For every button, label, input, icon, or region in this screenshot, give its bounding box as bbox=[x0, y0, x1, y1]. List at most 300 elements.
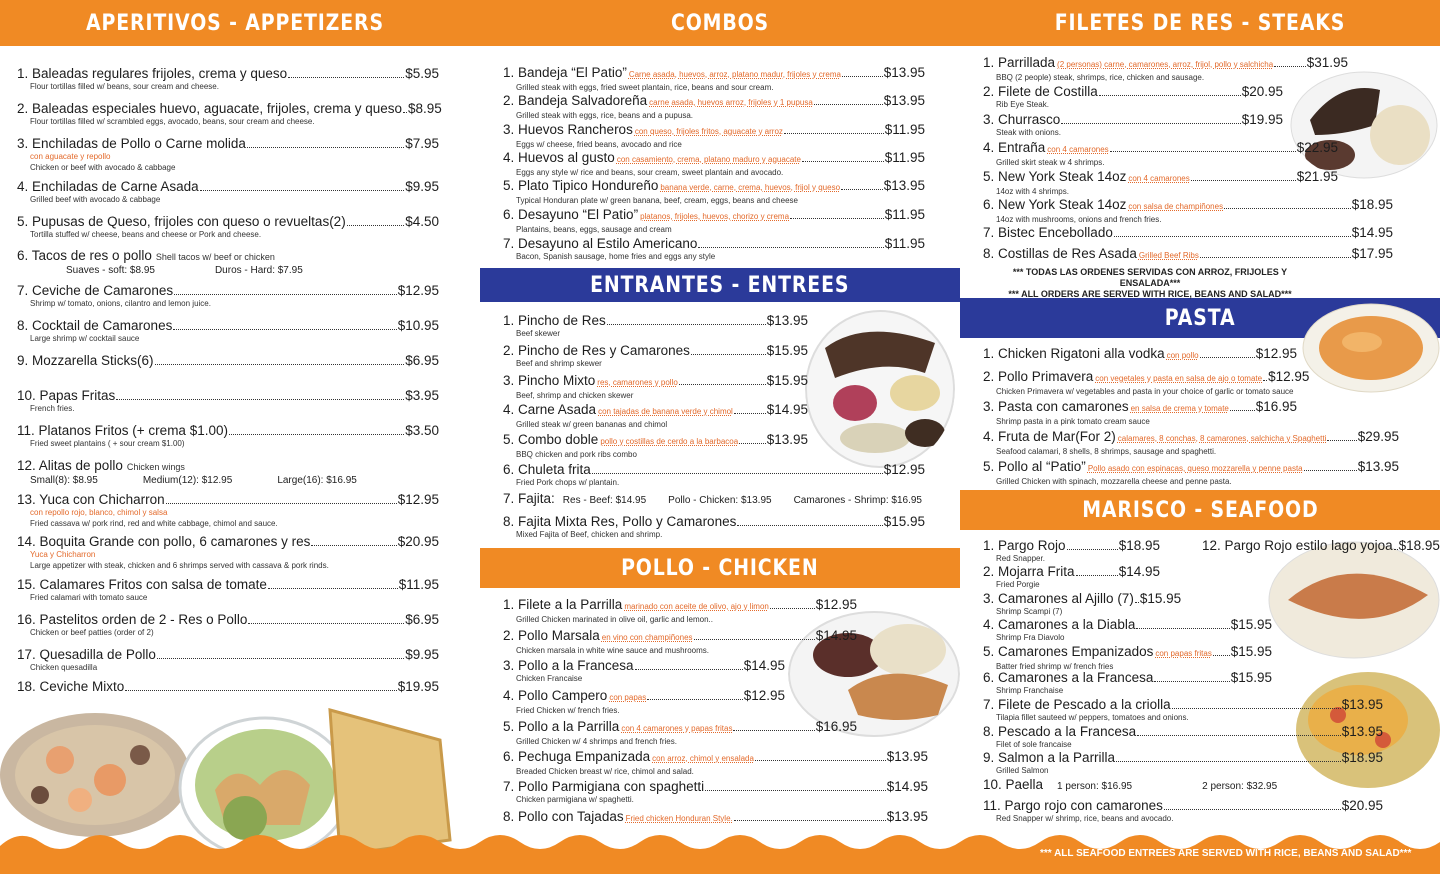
item-description: Grilled steak with eggs, fried sweet plantain, rice, beans and sour cream. bbox=[516, 83, 774, 92]
item-price: $16.95 bbox=[1255, 399, 1297, 414]
leader-dots bbox=[157, 658, 404, 659]
item-price: $13.95 bbox=[886, 749, 928, 764]
appetizers-item bbox=[17, 458, 439, 487]
appetizers-item bbox=[17, 179, 439, 205]
seafood-footer-note: *** ALL SEAFOOD ENTREES ARE SERVED WITH RICE, BEANS AND SALAD*** bbox=[1040, 848, 1412, 859]
item-description: Grilled beef with avocado & cabbage bbox=[30, 195, 161, 204]
entrees-header: ENTRANTES - ENTREES bbox=[480, 268, 960, 302]
item-name: 16. Pastelitos orden de 2 - Res o Pollo bbox=[17, 612, 248, 627]
seafood-item bbox=[983, 591, 1182, 617]
combos-header: COMBOS bbox=[670, 10, 770, 36]
item-description: Shrimp Scampi (7) bbox=[996, 607, 1063, 616]
item-description: Fried cassava w/ pork rind, red and white cabbage, chimol and sauce. bbox=[30, 519, 278, 528]
leader-dots bbox=[592, 473, 883, 474]
item-description: Shrimp w/ tomato, onions, cilantro and lemon juice. bbox=[30, 299, 211, 308]
leader-dots bbox=[679, 384, 766, 385]
leader-dots bbox=[1327, 440, 1356, 441]
item-price: $18.95 bbox=[1118, 538, 1160, 553]
item-description-es: con aguacate y repollo bbox=[30, 152, 111, 161]
item-price: $15.95 bbox=[766, 343, 808, 358]
item-description: Grilled Chicken marinated in olive oil, garlic and lemon.. bbox=[516, 615, 713, 624]
item-price: $12.95 bbox=[815, 597, 857, 612]
item-description: French fries. bbox=[30, 404, 75, 413]
item-description-es: con repollo rojo, blanco, chimol y salsa bbox=[30, 508, 168, 517]
item-name: 3. Churrasco bbox=[983, 112, 1061, 127]
item-spanish-note: con 4 camarones bbox=[1047, 145, 1109, 154]
item-description: Steak with onions. bbox=[996, 128, 1061, 137]
item-price: $11.95 bbox=[884, 150, 925, 165]
size-price: Duros - Hard: $7.95 bbox=[214, 265, 303, 276]
item-spanish-note: con casamiento, crema, platano maduro y aguacate bbox=[616, 155, 801, 164]
item-description: Chicken Primavera w/ vegetables and pasta in your choice of garlic or tomato sauce bbox=[996, 387, 1294, 396]
leader-dots bbox=[125, 690, 396, 691]
item-name: 1. Pargo Rojo bbox=[983, 538, 1066, 553]
item-name: 7. Desayuno al Estilo Americano bbox=[503, 236, 698, 251]
chicken-item bbox=[503, 719, 857, 747]
leader-dots bbox=[733, 730, 814, 731]
combos-item bbox=[503, 207, 925, 235]
steaks-item bbox=[983, 197, 1393, 225]
item-description: Chicken or beef with avocado & cabbage bbox=[30, 163, 176, 172]
item-price: $5.95 bbox=[405, 66, 439, 81]
pasta-item bbox=[983, 369, 1310, 397]
steaks-item bbox=[983, 55, 1348, 83]
item-description: Grilled Chicken with spinach, mozzarella cheese and penne pasta. bbox=[996, 477, 1232, 486]
leader-dots bbox=[694, 639, 815, 640]
item-name: 2. Baleadas especiales huevo, aguacate, frijoles, crema y queso bbox=[17, 101, 402, 116]
size-price: 1 person: $16.95 bbox=[1057, 781, 1133, 792]
leader-dots bbox=[229, 434, 404, 435]
item-name: 12. Pargo Rojo estilo lago yojoa bbox=[1202, 538, 1393, 553]
leader-dots bbox=[1067, 549, 1118, 550]
appetizers-item bbox=[17, 101, 442, 127]
item-name: 5. Plato Tipico Hondureño bbox=[503, 178, 659, 193]
seafood-extra-item bbox=[1202, 538, 1440, 553]
combos-item bbox=[503, 93, 925, 121]
leader-dots bbox=[770, 608, 815, 609]
leader-dots bbox=[1172, 708, 1341, 709]
size-price: Res - Beef: $14.95 bbox=[562, 495, 647, 506]
combos-item bbox=[503, 122, 925, 150]
leader-dots bbox=[247, 147, 404, 148]
leader-dots bbox=[173, 329, 396, 330]
item-description: Chicken marsala in white wine sauce and mushrooms. bbox=[516, 646, 709, 655]
appetizers-item bbox=[17, 423, 439, 449]
item-price: $14.95 bbox=[743, 658, 785, 673]
seafood-item bbox=[983, 798, 1383, 824]
item-price: $13.95 bbox=[766, 313, 808, 328]
leader-dots bbox=[734, 413, 766, 414]
steaks-note-es: *** TODAS LAS ORDENES SERVIDAS CON ARROZ, FRIJOLES Y ENSALADA*** bbox=[1012, 267, 1288, 288]
leader-dots bbox=[1137, 735, 1341, 736]
item-price: $13.95 bbox=[883, 93, 925, 108]
item-price: $12.95 bbox=[1255, 346, 1297, 361]
item-price: $12.95 bbox=[883, 462, 925, 477]
item-description: Red Snapper w/ shrimp, rice, beans and avocado. bbox=[996, 814, 1174, 823]
item-name: 8. Pollo con Tajadas bbox=[503, 809, 624, 824]
leader-dots bbox=[174, 294, 397, 295]
item-description: Chicken parmigiana w/ spaghetti. bbox=[516, 795, 634, 804]
item-price: $14.95 bbox=[1351, 225, 1393, 240]
item-name: 8. Fajita Mixta Res, Pollo y Camarones bbox=[503, 514, 737, 529]
chicken-item bbox=[503, 749, 928, 777]
item-spanish-note: en salsa de crema y tomate bbox=[1130, 404, 1229, 413]
item-description: 14oz with mushrooms, onions and french fries. bbox=[996, 215, 1162, 224]
item-price: $16.95 bbox=[815, 719, 857, 734]
item-price: $8.95 bbox=[407, 101, 442, 116]
item-description: Grilled skirt steak w 4 shrimps. bbox=[996, 158, 1105, 167]
leader-dots bbox=[1164, 809, 1341, 810]
item-description: Plantains, beans, eggs, sausage and cream bbox=[516, 225, 672, 234]
item-name: 6. Desayuno “El Patio” bbox=[503, 207, 639, 222]
item-price: $11.95 bbox=[884, 122, 925, 137]
item-description: BBQ (2 people) steak, shrimps, rice, chicken and sausage. bbox=[996, 73, 1205, 82]
combos-item bbox=[503, 65, 925, 93]
item-price: $14.95 bbox=[815, 628, 857, 643]
leader-dots bbox=[166, 503, 397, 504]
item-description: Grilled Chicken w/ 4 shrimps and french fries. bbox=[516, 737, 677, 746]
leader-dots bbox=[1114, 236, 1351, 237]
chicken-item bbox=[503, 779, 928, 805]
steaks-item bbox=[983, 84, 1283, 110]
item-description: Beef skewer bbox=[516, 329, 561, 338]
entrees-item bbox=[503, 462, 925, 488]
item-spanish-note: con queso, frijoles fritos, aguacate y arroz bbox=[634, 127, 783, 136]
steaks-item bbox=[983, 225, 1393, 240]
chicken-item bbox=[503, 597, 857, 625]
item-name: 6. Camarones a la Francesa bbox=[983, 670, 1154, 685]
entrees-photo bbox=[805, 308, 955, 470]
leader-dots bbox=[842, 76, 883, 77]
item-description: BBQ chicken and pork ribs combo bbox=[516, 450, 637, 459]
leader-dots bbox=[739, 443, 766, 444]
chicken-item bbox=[503, 658, 785, 684]
item-inline-note: Shell tacos w/ beef or chicken bbox=[155, 252, 275, 262]
item-name: 18. Ceviche Mixto bbox=[17, 679, 125, 694]
item-description: Fried sweet plantains ( + sour cream $1.00) bbox=[30, 439, 185, 448]
leader-dots bbox=[1230, 410, 1255, 411]
item-name: 1. Baleadas regulares frijoles, crema y queso bbox=[17, 66, 288, 81]
entrees-item bbox=[503, 514, 925, 540]
leader-dots bbox=[1263, 380, 1267, 381]
item-name: 3. Pincho Mixto bbox=[503, 373, 596, 388]
leader-dots bbox=[268, 588, 398, 589]
leader-dots bbox=[1136, 628, 1229, 629]
item-name: 10. Papas Fritas bbox=[17, 388, 116, 403]
steaks-item bbox=[983, 140, 1338, 168]
pasta-item bbox=[983, 429, 1399, 457]
item-description: Eggs w/ cheese, fried beans, avocado and rice bbox=[516, 140, 682, 149]
item-name: 6. Pechuga Empanizada bbox=[503, 749, 651, 764]
leader-dots bbox=[647, 699, 742, 700]
item-description: Filet of sole francaise bbox=[996, 740, 1072, 749]
item-description-es: Yuca y Chicharron bbox=[30, 550, 96, 559]
item-spanish-note: con 4 camarones bbox=[1128, 174, 1190, 183]
chicken-header: POLLO - CHICKEN bbox=[480, 548, 960, 588]
item-name: 17. Quesadilla de Pollo bbox=[17, 647, 156, 662]
entrees-item bbox=[503, 491, 925, 508]
item-price: $15.95 bbox=[1230, 644, 1272, 659]
item-description: Mixed Fajita of Beef, chicken and shrimp. bbox=[516, 530, 663, 539]
leader-dots bbox=[841, 189, 883, 190]
item-spanish-note: Grilled Beef Ribs bbox=[1138, 251, 1199, 260]
item-description: Breaded Chicken breast w/ rice, chimol and salad. bbox=[516, 767, 694, 776]
item-name: 11. Platanos Fritos (+ crema $1.00) bbox=[17, 423, 228, 438]
item-price: $13.95 bbox=[1357, 459, 1399, 474]
item-name: 3. Pollo a la Francesa bbox=[503, 658, 634, 673]
steaks-note-en: *** ALL ORDERS ARE SERVED WITH RICE, BEANS AND SALAD*** bbox=[1008, 289, 1292, 299]
item-price: $4.50 bbox=[405, 214, 439, 229]
leader-dots bbox=[802, 161, 884, 162]
appetizers-item bbox=[17, 577, 439, 603]
combos-item bbox=[503, 178, 925, 206]
item-price: $31.95 bbox=[1306, 55, 1348, 70]
item-description: Grilled steak with eggs, rice, beans and a pupusa. bbox=[516, 111, 693, 120]
item-description: Bacon, Spanish sausage, home fries and eggs any style bbox=[516, 252, 716, 261]
leader-dots bbox=[248, 623, 404, 624]
leader-dots bbox=[784, 133, 884, 134]
leader-dots bbox=[1274, 66, 1306, 67]
leader-dots bbox=[200, 190, 405, 191]
item-description: Rib Eye Steak. bbox=[996, 100, 1049, 109]
item-name: 2. Pollo Primavera bbox=[983, 369, 1094, 384]
appetizers-item bbox=[17, 66, 439, 92]
item-price: $6.95 bbox=[405, 612, 439, 627]
item-price: $19.95 bbox=[1241, 112, 1283, 127]
item-name: 6. Tacos de res o pollo bbox=[17, 248, 152, 263]
item-name: 2. Filete de Costilla bbox=[983, 84, 1098, 99]
item-description: Large appetizer with steak, chicken and 6 shrimps served with cassava & pork rinds. bbox=[30, 561, 329, 570]
seafood-item bbox=[983, 724, 1383, 750]
entrees-item bbox=[503, 343, 808, 369]
seafood-item bbox=[983, 750, 1383, 776]
pasta-item bbox=[983, 399, 1297, 427]
entrees-item bbox=[503, 313, 808, 339]
item-description: Flour tortillas filled w/ beans, sour cream and cheese. bbox=[30, 82, 219, 91]
item-description: Eggs any style w/ rice and beans, sour cream, sweet plantain and avocado. bbox=[516, 168, 784, 177]
item-description: Grilled Salmon bbox=[996, 766, 1049, 775]
item-name: 5. New York Steak 14oz bbox=[983, 169, 1127, 184]
item-name: 5. Pollo a la Parrilla bbox=[503, 719, 620, 734]
item-name: 1. Filete a la Parrilla bbox=[503, 597, 623, 612]
appetizers-item bbox=[17, 388, 439, 414]
steaks-item bbox=[983, 246, 1393, 263]
entrees-item bbox=[503, 432, 808, 460]
item-name: 10. Paella bbox=[983, 777, 1044, 792]
item-name: 3. Pasta con camarones bbox=[983, 399, 1129, 414]
item-price: $3.95 bbox=[405, 388, 439, 403]
size-prices bbox=[30, 475, 439, 487]
leader-dots bbox=[1224, 208, 1351, 209]
seafood-item bbox=[983, 697, 1383, 723]
item-price: $29.95 bbox=[1357, 429, 1399, 444]
item-description: Beef and shrimp skewer bbox=[516, 359, 602, 368]
pasta-item bbox=[983, 346, 1297, 363]
item-description: Tortilla stuffed w/ cheese, beans and cheese or Pork and cheese. bbox=[30, 230, 262, 239]
appetizers-item bbox=[17, 612, 439, 638]
leader-dots bbox=[737, 525, 882, 526]
leader-dots bbox=[698, 247, 883, 248]
entrees-item bbox=[503, 373, 808, 401]
item-description: 14oz with 4 shrimps. bbox=[996, 187, 1069, 196]
size-price: Medium(12): $12.95 bbox=[142, 475, 233, 486]
leader-dots bbox=[347, 225, 405, 226]
item-name: 5. Camarones Empanizados bbox=[983, 644, 1154, 659]
seafood-header: MARISCO - SEAFOOD bbox=[960, 490, 1440, 530]
item-spanish-note: con 4 camarones y papas fritas bbox=[621, 724, 733, 733]
item-description: Shrimp Fra Diavolo bbox=[996, 633, 1065, 642]
item-name: 7. Fajita: bbox=[503, 491, 555, 506]
item-spanish-note: con salsa de champiñones bbox=[1128, 202, 1224, 211]
leader-dots bbox=[1076, 575, 1118, 576]
size-price: Pollo - Chicken: $13.95 bbox=[668, 495, 772, 506]
item-price: $20.95 bbox=[1241, 84, 1283, 99]
item-spanish-note: platanos, frijoles, huevos, chorizo y crema bbox=[640, 212, 790, 221]
item-description: Typical Honduran plate w/ green banana, beef, cream, eggs, beans and cheese bbox=[516, 196, 798, 205]
size-price: 2 person: $32.95 bbox=[1202, 781, 1278, 792]
item-price: $3.50 bbox=[405, 423, 439, 438]
leader-dots bbox=[705, 790, 886, 791]
leader-dots bbox=[403, 112, 407, 113]
item-price: $9.95 bbox=[405, 179, 439, 194]
item-price: $12.95 bbox=[397, 283, 439, 298]
item-name: 5. Combo doble bbox=[503, 432, 599, 447]
leader-dots bbox=[1116, 761, 1341, 762]
combos-item bbox=[503, 150, 925, 178]
chicken-item bbox=[503, 688, 785, 716]
item-spanish-note: pollo y costillas de cerdo a la barbacoa bbox=[600, 437, 739, 446]
item-name: 2. Pincho de Res y Camarones bbox=[503, 343, 690, 358]
item-price: $13.95 bbox=[883, 178, 925, 193]
item-price: $13.95 bbox=[1341, 724, 1383, 739]
item-description: Batter fried shrimp w/ french fries bbox=[996, 662, 1114, 671]
steaks-item bbox=[983, 169, 1338, 197]
item-price: $22.95 bbox=[1296, 140, 1338, 155]
item-name: 6. Chuleta frita bbox=[503, 462, 591, 477]
chicken-item bbox=[503, 628, 857, 656]
item-name: 4. Enchiladas de Carne Asada bbox=[17, 179, 199, 194]
item-name: 1. Pincho de Res bbox=[503, 313, 606, 328]
item-price: $12.95 bbox=[743, 688, 785, 703]
item-price: $18.95 bbox=[1341, 750, 1383, 765]
item-description: Chicken Francaise bbox=[516, 674, 583, 683]
combos-item bbox=[503, 236, 925, 262]
item-name: 2. Mojarra Frita bbox=[983, 564, 1075, 579]
leader-dots bbox=[1304, 470, 1357, 471]
item-name: 6. New York Steak 14oz bbox=[983, 197, 1127, 212]
item-spanish-note: con papas fritas bbox=[1155, 649, 1212, 658]
size-prices bbox=[30, 265, 439, 277]
item-price: $11.95 bbox=[884, 236, 925, 251]
item-spanish-note: carne asada, huevos arroz, frijoles y 1 pupusa bbox=[649, 98, 813, 107]
item-name: 7. Pollo Parmigiana con spaghetti bbox=[503, 779, 705, 794]
item-spanish-note: con vegetales y pasta en salsa de ajo o tomate bbox=[1095, 374, 1263, 383]
size-price: Small(8): $8.95 bbox=[30, 475, 98, 486]
item-price: $12.95 bbox=[1268, 369, 1310, 384]
appetizers-item bbox=[17, 647, 439, 673]
item-description: Grilled steak w/ green bananas and chimol bbox=[516, 420, 668, 429]
item-description: Chicken quesadilla bbox=[30, 663, 98, 672]
size-price: Suaves - soft: $8.95 bbox=[66, 265, 155, 276]
appetizers-item bbox=[17, 283, 439, 309]
leader-dots bbox=[1191, 180, 1296, 181]
leader-dots bbox=[1061, 123, 1240, 124]
item-price: $14.95 bbox=[886, 779, 928, 794]
item-description: Fried calamari with tomato sauce bbox=[30, 593, 148, 602]
seafood-item bbox=[983, 617, 1272, 643]
item-name: 7. Bistec Encebollado bbox=[983, 225, 1113, 240]
item-name: 4. Pollo Campero bbox=[503, 688, 608, 703]
appetizers-item bbox=[17, 534, 439, 571]
item-name: 15. Calamares Fritos con salsa de tomate bbox=[17, 577, 267, 592]
item-name: 4. Fruta de Mar(For 2) bbox=[983, 429, 1116, 444]
item-price: $6.95 bbox=[405, 353, 439, 368]
item-name: 8. Cocktail de Camarones bbox=[17, 318, 173, 333]
item-spanish-note: res, camarones y pollo bbox=[597, 378, 678, 387]
item-price: $13.95 bbox=[886, 809, 928, 824]
item-price: $10.95 bbox=[397, 318, 439, 333]
item-name: 14. Boquita Grande con pollo, 6 camarones y res bbox=[17, 534, 311, 549]
item-description: Flour tortillas filled w/ scrambled eggs, avocado, beans, sour cream and cheese. bbox=[30, 117, 315, 126]
leader-dots bbox=[790, 218, 884, 219]
leader-dots bbox=[155, 364, 405, 365]
item-spanish-note: con pollo bbox=[1166, 351, 1199, 360]
pasta-item bbox=[983, 459, 1399, 487]
item-price: $13.95 bbox=[1341, 697, 1383, 712]
leader-dots bbox=[1099, 95, 1241, 96]
item-name: 3. Enchiladas de Pollo o Carne molida bbox=[17, 136, 246, 151]
pasta-header: PASTA bbox=[960, 298, 1440, 338]
item-description: Shrimp Franchaise bbox=[996, 686, 1064, 695]
leader-dots bbox=[1154, 681, 1229, 682]
item-name: 3. Camarones al Ajillo (7) bbox=[983, 591, 1134, 606]
item-price: $12.95 bbox=[397, 492, 439, 507]
leader-dots bbox=[288, 77, 404, 78]
item-description: Seafood calamari, 8 shells, 8 shrimps, sausage and spaghetti. bbox=[996, 447, 1217, 456]
item-spanish-note: marinado con aceite de olivo, ajo y limon bbox=[624, 602, 769, 611]
item-price: $17.95 bbox=[1351, 246, 1393, 261]
item-description: Tilapia fillet sauteed w/ peppers, tomatoes and onions. bbox=[996, 713, 1189, 722]
size-price: Camarones - Shrimp: $16.95 bbox=[793, 495, 922, 506]
item-spanish-note: Fried chicken Honduran Style. bbox=[625, 814, 733, 823]
item-spanish-note: Carne asada, huevos, arroz, platano madur, frijoles y crema bbox=[628, 70, 841, 79]
seafood-item bbox=[983, 538, 1160, 564]
leader-dots bbox=[1213, 655, 1230, 656]
seafood-item bbox=[983, 670, 1272, 696]
appetizers-item bbox=[17, 492, 439, 529]
item-name: 9. Mozzarella Sticks(6) bbox=[17, 353, 154, 368]
item-price: $20.95 bbox=[1341, 798, 1383, 813]
item-spanish-note: calamares, 8 conchas, 8 camarones, salchicha y Spaghetti bbox=[1117, 434, 1327, 443]
item-price: $15.95 bbox=[1139, 591, 1182, 606]
leader-dots bbox=[755, 760, 886, 761]
leader-dots bbox=[691, 354, 766, 355]
leader-dots bbox=[1200, 257, 1351, 258]
item-name: 8. Costillas de Res Asada bbox=[983, 246, 1137, 261]
item-name: 4. Huevos al gusto bbox=[503, 150, 615, 165]
item-price: $19.95 bbox=[397, 679, 439, 694]
item-name: 5. Pupusas de Queso, frijoles con queso o revueltas(2) bbox=[17, 214, 346, 229]
item-spanish-note: banana verde, carne, crema, huevos, frijol y queso bbox=[660, 183, 841, 192]
item-price: $18.95 bbox=[1398, 538, 1440, 553]
size-price: Large(16): $16.95 bbox=[277, 475, 357, 486]
steaks-note bbox=[1000, 267, 1300, 300]
item-price: $15.95 bbox=[766, 373, 808, 388]
item-description: Red Snapper. bbox=[996, 554, 1045, 563]
item-price: $13.95 bbox=[766, 432, 808, 447]
item-name: 2. Pollo Marsala bbox=[503, 628, 600, 643]
leader-dots bbox=[1110, 151, 1296, 152]
